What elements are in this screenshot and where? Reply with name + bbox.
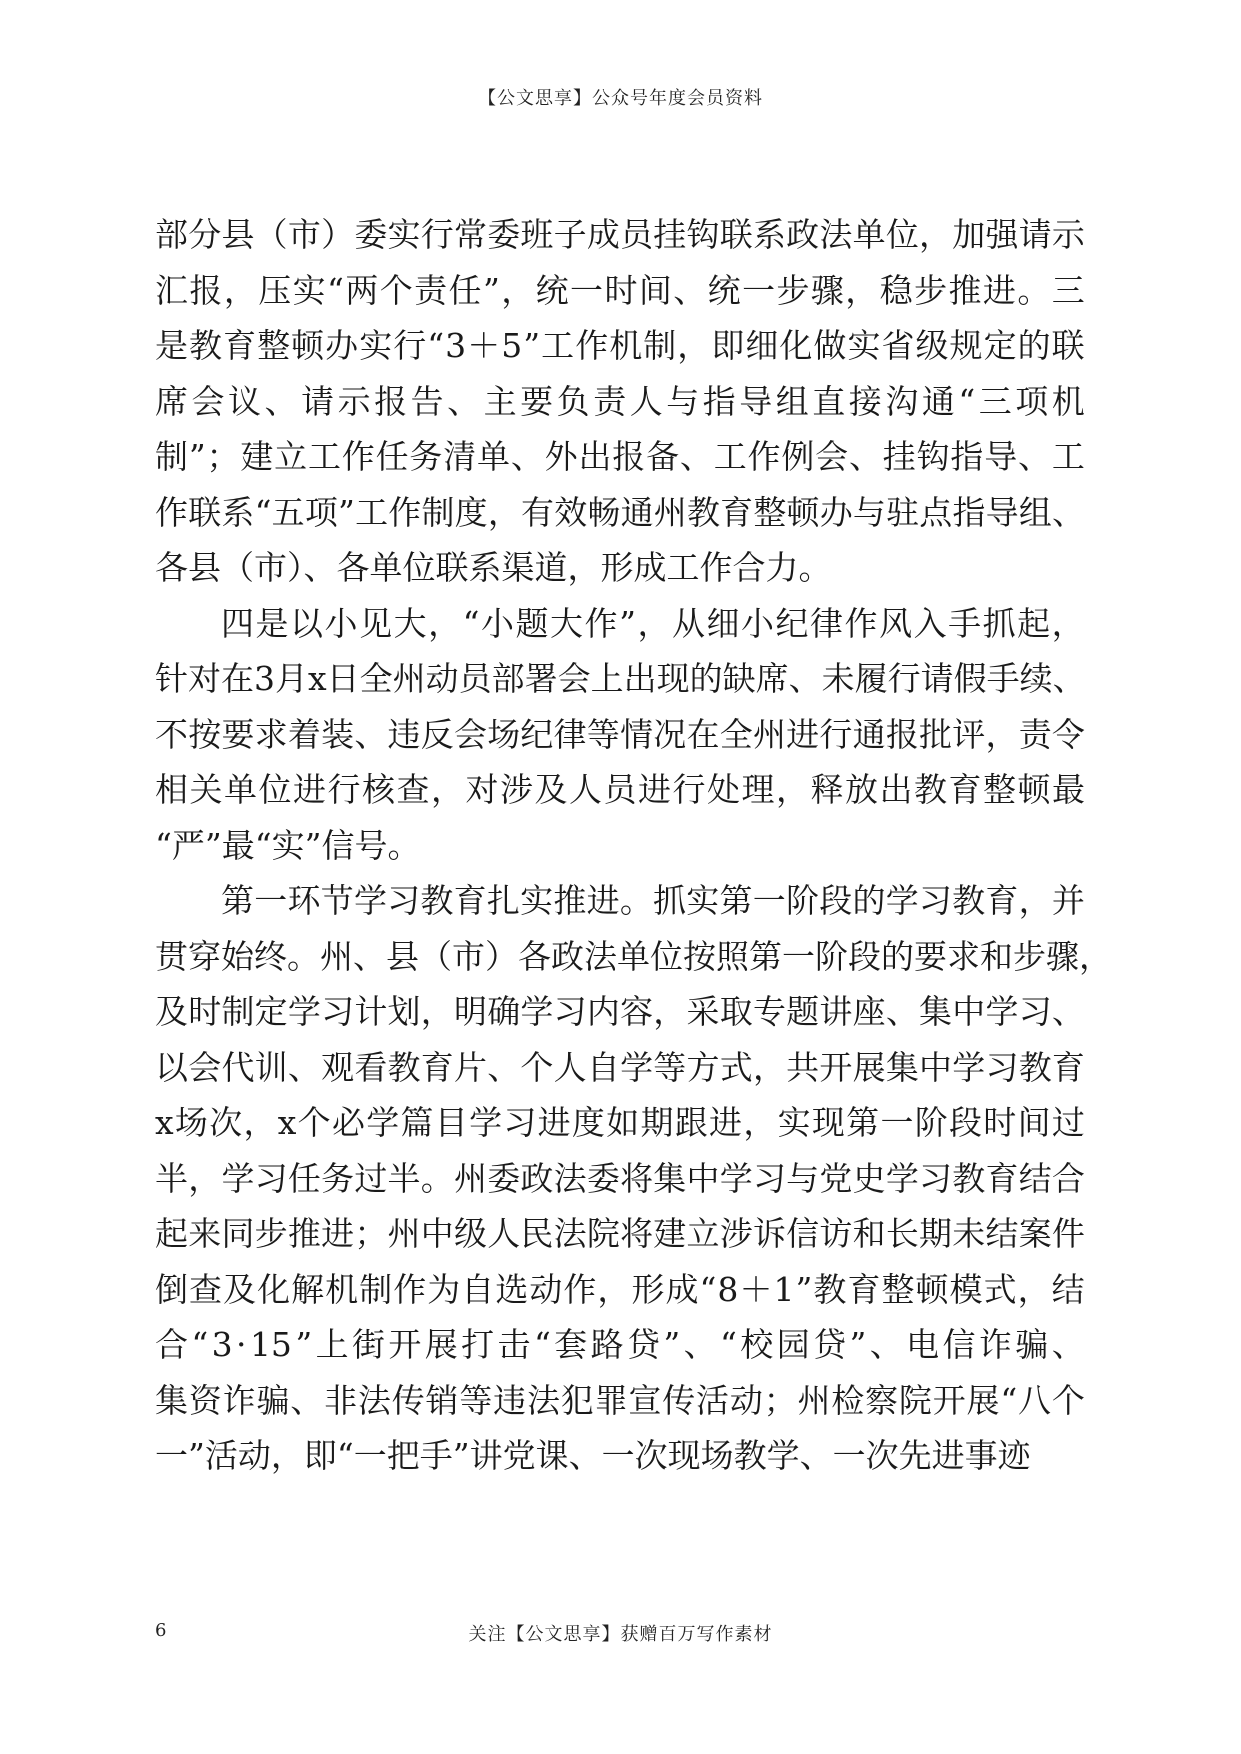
text-line: 汇 报 ， 压 实 “ 两 个 责 任 ” ， 统 一 时 间 、 统 一 步 骤 ， 稳 步 推 进 。 三 bbox=[155, 270, 1085, 310]
text-line: 各县（市）、各单位联系渠道，形成工作合力。 bbox=[155, 548, 832, 587]
text-line: 制 ” ； 建 立 工 作 任 务 清 单 、 外 出 报 备 、 工 作 例 会 、 挂 钩 指 导 、 工 bbox=[155, 437, 1085, 476]
document-body bbox=[155, 207, 1112, 1484]
text-line: x 场 次 ， x 个 必 学 篇 目 学 习 进 度 如 期 跟 进 ， 实 现 第 一 阶 段 时 间 过 bbox=[155, 1103, 1085, 1142]
text-line: 部 分 县 （ 市 ） 委 实 行 常 委 班 子 成 员 挂 钩 联 系 政 法 单 位 ， 加 强 请 示 bbox=[155, 215, 1085, 254]
text-line: 以 会 代 训 、 观 看 教 育 片 、 个 人 自 学 等 方 式 ， 共 开 展 集 中 学 习 教 育 bbox=[155, 1047, 1085, 1087]
text-line: 贯 穿 始 终 。 州 、 县 （ 市 ） 各 政 法 单 位 按 照 第 一 阶 段 的 要 求 和 步 骤 ， bbox=[155, 936, 1112, 976]
text-line: 作 联 系 “ 五 项 ” 工 作 制 度 ， 有 效 畅 通 州 教 育 整 顿 办 与 驻 点 指 导 组 、 bbox=[155, 492, 1085, 532]
text-line: 集 资 诈 骗 、 非 法 传 销 等 违 法 犯 罪 宣 传 活 动 ； 州 检 察 院 开 展 “ 八 个 bbox=[155, 1380, 1085, 1420]
text-line: 针 对 在 3 月 x 日 全 州 动 员 部 署 会 上 出 现 的 缺 席 、 未 履 行 请 假 手 续 、 bbox=[155, 659, 1086, 698]
page-footer: 关注【公文思享】获赠百万写作素材 bbox=[468, 1624, 773, 1645]
text-line: 倒 查 及 化 解 机 制 作 为 自 选 动 作 ， 形 成 “ 8 ＋ 1 ” 教 育 整 顿 模 式 ， 结 bbox=[155, 1269, 1085, 1309]
text-line: 是 教 育 整 顿 办 实 行 “ 3 ＋ 5 ” 工 作 机 制 ， 即 细 化 做 实 省 级 规 定 的 联 bbox=[155, 326, 1085, 365]
text-line: 四 是 以 小 见 大 ， “ 小 题 大 作 ” ， 从 细 小 纪 律 作 风 入 手 抓 起 ， bbox=[221, 603, 1085, 643]
text-line: 一”活动，即“一把手”讲党课、一次现场教学、一次先进事迹 bbox=[155, 1436, 1031, 1475]
page-header: 【公文思享】公众号年度会员资料 bbox=[478, 88, 763, 109]
text-line: “严”最“实”信号。 bbox=[155, 825, 421, 865]
text-line: 席 会 议 、 请 示 报 告 、 主 要 负 责 人 与 指 导 组 直 接 沟 通 “ 三 项 机 bbox=[155, 381, 1085, 421]
text-line: 相 关 单 位 进 行 核 查 ， 对 涉 及 人 员 进 行 处 理 ， 释 放 出 教 育 整 顿 最 bbox=[155, 770, 1085, 809]
text-line: 起 来 同 步 推 进 ； 州 中 级 人 民 法 院 将 建 立 涉 诉 信 访 和 长 期 未 结 案 件 bbox=[155, 1214, 1085, 1253]
text-line: 半 ， 学 习 任 务 过 半 。 州 委 政 法 委 将 集 中 学 习 与 党 史 学 习 教 育 结 合 bbox=[155, 1158, 1085, 1198]
text-line: 不 按 要 求 着 装 、 违 反 会 场 纪 律 等 情 况 在 全 州 进 行 通 报 批 评 ， 责 令 bbox=[155, 714, 1085, 754]
text-line: 第 一 环 节 学 习 教 育 扎 实 推 进 。 抓 实 第 一 阶 段 的 学 习 教 育 ， 并 bbox=[221, 881, 1085, 920]
text-line: 合 “ 3 · 15 ” 上 街 开 展 打 击 “ 套 路 贷 ” 、 “ 校 园 贷 ” 、 电 信 诈 骗 、 bbox=[155, 1325, 1085, 1364]
page-number: 6 bbox=[155, 1620, 167, 1641]
text-line: 及 时 制 定 学 习 计 划 ， 明 确 学 习 内 容 ， 采 取 专 题 讲 座 、 集 中 学 习 、 bbox=[155, 992, 1085, 1031]
